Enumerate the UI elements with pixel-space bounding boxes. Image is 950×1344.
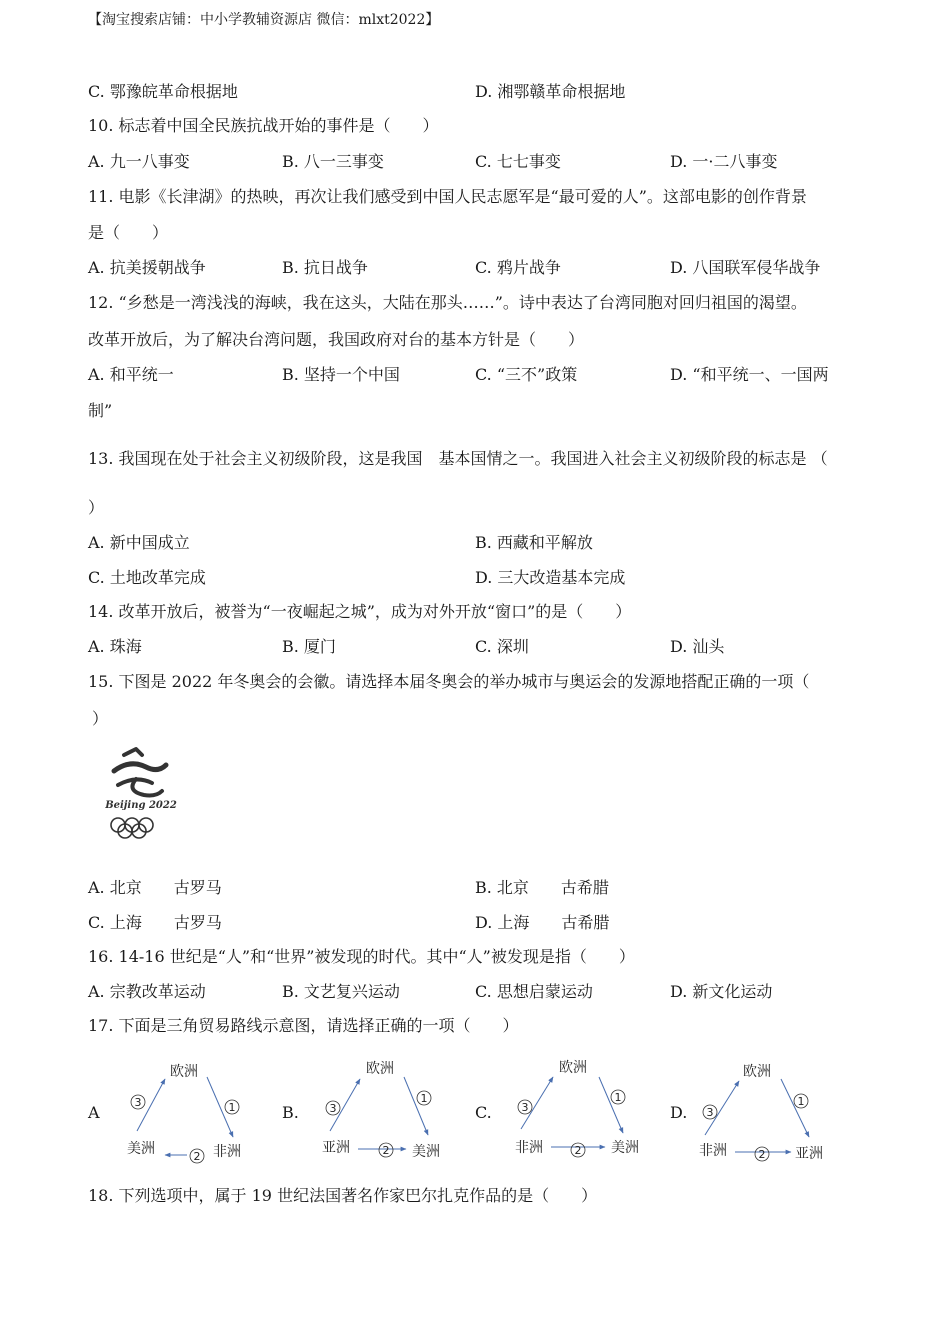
q15-option-d: D. 上海 古希腊 <box>475 913 610 932</box>
diagram-c-num3: 3 <box>521 1101 529 1114</box>
q17-option-c-label: C. <box>475 1103 492 1122</box>
q15-stem-line2: ） <box>92 709 109 728</box>
q12-option-d: D. “和平统一、一国两 <box>670 365 829 384</box>
q17-diagram-d <box>695 1055 885 1165</box>
q13-option-b: B. 西藏和平解放 <box>475 533 593 552</box>
diagram-c-num2: 2 <box>574 1144 582 1157</box>
diagram-a-num2: 2 <box>193 1150 201 1163</box>
q10-option-b: B. 八一三事变 <box>282 152 384 171</box>
q17-stem: 17. 下面是三角贸易路线示意图，请选择正确的一项（ ） <box>88 1016 519 1035</box>
winter-olympics-emblem <box>96 745 186 845</box>
q16-option-d: D. 新文化运动 <box>670 982 773 1001</box>
q18-stem: 18. 下列选项中，属于 19 世纪法国著名作家巴尔扎克作品的是（ ） <box>88 1186 598 1205</box>
q11-option-b: B. 抗日战争 <box>282 258 368 277</box>
q10-option-a: A. 九一八事变 <box>88 152 190 171</box>
diagram-b-left: 亚洲 <box>322 1140 350 1156</box>
q10-stem: 10. 标志着中国全民族抗战开始的事件是（ ） <box>88 116 439 135</box>
diagram-a-right: 非洲 <box>213 1144 241 1160</box>
q14-option-c: C. 深圳 <box>475 637 529 656</box>
diagram-d-num1: 1 <box>797 1095 805 1108</box>
diagram-d-num3: 3 <box>706 1106 714 1119</box>
diagram-b-top: 欧洲 <box>366 1061 394 1077</box>
q12-stem-line2: 改革开放后，为了解决台湾问题，我国政府对台的基本方针是（ ） <box>88 330 585 349</box>
q11-option-c: C. 鸦片战争 <box>475 258 561 277</box>
q15-stem-line1: 15. 下图是 2022 年冬奥会的会徽。请选择本届冬奥会的举办城市与奥运会的发源地搭配正确的一项（ <box>88 672 810 691</box>
emblem-wordmark: Beijing 2022 <box>105 800 177 811</box>
q13-option-a: A. 新中国成立 <box>88 533 190 552</box>
q17-option-b-label: B. <box>282 1103 299 1122</box>
q13-option-c: C. 土地改革完成 <box>88 568 206 587</box>
q13-stem-line1: 13. 我国现在处于社会主义初级阶段，这是我国 基本国情之一。我国进入社会主义初级阶段的标志是 （ <box>88 449 828 468</box>
diagram-b-num1: 1 <box>420 1092 428 1105</box>
q16-stem: 16. 14-16 世纪是“人”和“世界”被发现的时代。其中“人”被发现是指（ ） <box>88 947 635 966</box>
q10-option-c: C. 七七事变 <box>475 152 561 171</box>
diagram-a-top: 欧洲 <box>170 1064 198 1080</box>
diagram-c-top: 欧洲 <box>559 1060 587 1076</box>
q17-diagram-c <box>505 1055 695 1165</box>
q14-option-d: D. 汕头 <box>670 637 725 656</box>
q17-option-d-label: D. <box>670 1103 688 1122</box>
q17-option-a-label: A <box>88 1103 100 1122</box>
page-header: 【淘宝搜索店铺：中小学教辅资源店 微信：mlxt2022】 <box>88 12 440 28</box>
q14-option-a: A. 珠海 <box>88 637 142 656</box>
q12-stem-line1: 12. “乡愁是一湾浅浅的海峡，我在这头，大陆在那头……”。诗中表达了台湾同胞对回归祖国的渴望。 <box>88 293 807 312</box>
q15-option-b: B. 北京 古希腊 <box>475 878 609 897</box>
diagram-a-num3: 3 <box>134 1096 142 1109</box>
q10-option-d: D. 一·二八事变 <box>670 152 778 171</box>
q11-option-a: A. 抗美援朝战争 <box>88 258 206 277</box>
q12-option-c: C. “三不”政策 <box>475 365 578 384</box>
q15-option-a: A. 北京 古罗马 <box>88 878 222 897</box>
diagram-b-num3: 3 <box>329 1102 337 1115</box>
q9-option-c: C. 鄂豫皖革命根据地 <box>88 82 238 101</box>
diagram-d-left: 非洲 <box>699 1143 727 1159</box>
diagram-b-right: 美洲 <box>412 1144 440 1160</box>
diagram-a-num1: 1 <box>228 1101 236 1114</box>
q11-stem-line1: 11. 电影《长津湖》的热映，再次让我们感受到中国人民志愿军是“最可爱的人”。这部电影的创作背景 <box>88 187 807 206</box>
diagram-c-left: 非洲 <box>515 1140 543 1156</box>
diagram-a-left: 美洲 <box>127 1141 155 1157</box>
q11-stem-line2: 是（ ） <box>88 223 169 242</box>
q14-stem: 14. 改革开放后，被誉为“一夜崛起之城”，成为对外开放“窗口”的是（ ） <box>88 602 632 621</box>
q11-option-d: D. 八国联军侵华战争 <box>670 258 821 277</box>
diagram-d-num2: 2 <box>758 1148 766 1161</box>
q12-option-d-cont: 制” <box>88 401 113 420</box>
diagram-d-top: 欧洲 <box>743 1064 771 1080</box>
q17-diagram-a <box>115 1055 305 1165</box>
q12-option-a: A. 和平统一 <box>88 365 174 384</box>
q13-option-d: D. 三大改造基本完成 <box>475 568 626 587</box>
q16-option-c: C. 思想启蒙运动 <box>475 982 593 1001</box>
q17-diagram-b <box>310 1055 500 1165</box>
q9-option-d: D. 湘鄂赣革命根据地 <box>475 82 626 101</box>
q16-option-a: A. 宗教改革运动 <box>88 982 206 1001</box>
diagram-c-num1: 1 <box>614 1091 622 1104</box>
diagram-b-num2: 2 <box>382 1144 390 1157</box>
q16-option-b: B. 文艺复兴运动 <box>282 982 400 1001</box>
q14-option-b: B. 厦门 <box>282 637 336 656</box>
q12-option-b: B. 坚持一个中国 <box>282 365 400 384</box>
q13-stem-line2: ） <box>88 498 105 517</box>
diagram-d-right: 亚洲 <box>795 1146 823 1162</box>
q15-option-c: C. 上海 古罗马 <box>88 913 222 932</box>
diagram-c-right: 美洲 <box>611 1140 639 1156</box>
